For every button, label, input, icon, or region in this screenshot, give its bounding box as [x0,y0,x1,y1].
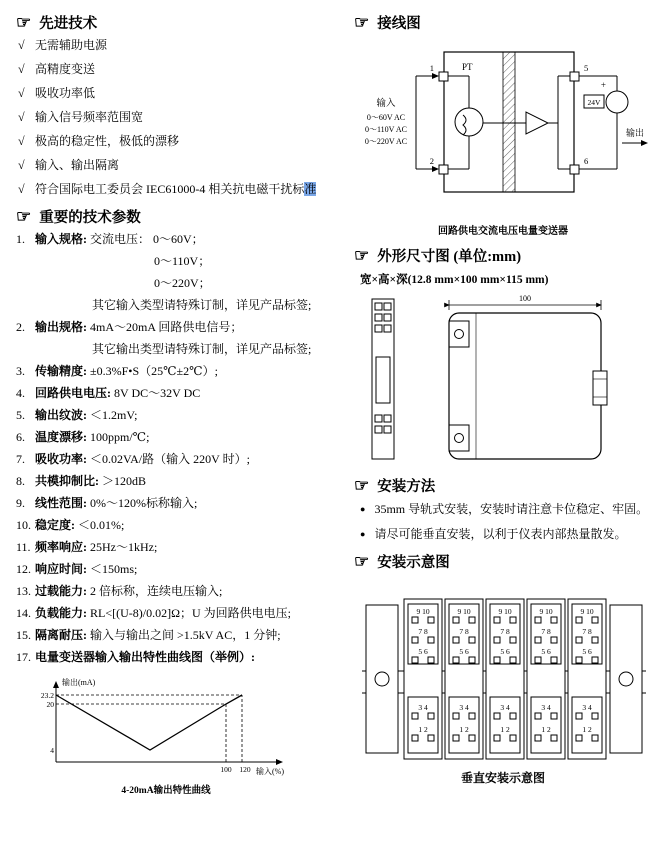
section-title: 重要的技术参数 [39,210,141,226]
right-column [354,4,652,786]
isolation-barrier [503,52,515,192]
front-view [372,299,394,459]
mounting-instructions [360,501,652,542]
section-title: 安装示意图 [377,555,450,571]
feature-list [18,38,348,197]
feature-text: 输入、输出隔离 [35,158,120,172]
param-row-8: 8. 共模抑制比: ＞120dB [16,474,147,488]
section-heading-wiring [354,12,652,33]
param-row-2: 2. 输出规格: 4mA～20mA 回路供电信号； [16,320,243,334]
feature-item [18,38,348,53]
tech-params-list [16,232,348,665]
feature-text: 输入信号频率范围宽 [35,110,144,124]
param-row-1: 1. 输入规格: 交流电压： 0～60V； [16,232,204,246]
chart-ytick-20: 20 [46,700,54,709]
pointing-hand-icon: ☞ [354,246,370,265]
chart-xtick-120: 120 [239,765,251,774]
output-curve-plot [16,672,316,782]
bullet-icon: ● [360,529,366,539]
end-bracket-left [366,605,398,753]
chart-x-axis-label: 输入(%) [256,767,284,776]
param-row-6: 6. 温度漂移: 100ppm/℃; [16,430,150,444]
terminal-6 [570,165,579,174]
param-row-1-sub1: 0～110V； [154,254,211,268]
terminal-5-number: 5 [584,63,589,73]
terminal-6-number: 6 [584,156,589,166]
characteristic-curve [56,695,242,750]
feature-text: 吸收功率低 [35,86,96,100]
section-title: 外形尺寸图 (单位:mm) [377,249,522,265]
mounting-bullet-1: ● 35mm 导轨式安装，安装时请注意卡位稳定、牢固。 [360,502,649,516]
param-row-4: 4. 回路供电电压: 8V DC～32V DC [16,386,201,400]
feature-text: 符合国际电工委员会 IEC61000-4 相关抗电磁干扰标 [35,182,305,196]
terminal-2-number: 2 [429,156,434,166]
dimension-100-label: 100 [519,294,531,303]
supply-plus-sign: + [600,80,606,90]
feature-item [18,86,348,101]
terminal-5 [570,72,579,81]
pointing-hand-icon: ☞ [354,552,370,571]
section-heading-install-schematic [354,551,652,572]
chart-ytick-4: 4 [50,746,54,755]
wiring-range-2: 0～110V AC [364,125,408,134]
wiring-diagram [354,38,652,220]
param-row-3: 3. 传输精度: ±0.3%F•S（25℃±2℃）; [16,364,218,378]
pointing-hand-icon: ☞ [16,13,32,32]
check-icon: √ [18,110,25,124]
pointing-hand-icon: ☞ [354,476,370,495]
terminal-2 [439,165,448,174]
section-heading-dimensions [354,245,652,266]
feature-item [18,158,348,173]
param-row-2-note: 其它输出类型请特殊订制，详见产品标签; [92,342,312,356]
transmitter-module [445,599,483,759]
transmitter-module [568,599,606,759]
wiring-input-label: 输入 [376,99,396,109]
feature-item [18,182,348,197]
feature-item [18,62,348,77]
end-bracket-right [610,605,642,753]
check-icon: √ [18,86,25,100]
pt-label: PT [462,62,473,72]
wiring-range-3: 0～220V AC [364,137,408,146]
pointing-hand-icon: ☞ [354,13,370,32]
param-row-17: 17. 电量变送器输入输出特性曲线图（举例）: [16,650,255,664]
param-row-14: 14. 负载能力: RL<[(U-8)/0.02]Ω；U 为回路供电电压; [16,606,292,620]
wiring-caption: 回路供电交流电压电量变送器 [438,226,568,237]
din-rail-notch [593,371,607,405]
wiring-range-1: 0～60V AC [366,113,406,122]
check-icon: √ [18,38,25,52]
pointing-hand-icon: ☞ [16,207,32,226]
left-column [16,4,348,796]
feature-item [18,110,348,125]
characteristic-chart [16,672,348,796]
param-row-11: 11. 频率响应: 25Hz～1kHz; [16,540,158,554]
supply-value: 24V [587,98,601,107]
installation-schematic: 9 10 [354,577,652,767]
amplifier-icon [526,112,548,134]
feature-text: 高精度变送 [35,62,96,76]
param-row-7: 7. 吸收功率: ＜0.02VA/路（输入 220V 时）; [16,452,250,466]
param-row-1-note: 其它输入类型请特殊订制，详见产品标签; [92,298,312,312]
feature-item [18,134,348,149]
param-row-9: 9. 线性范围: 0%～120%标称输入; [16,496,198,510]
section-title: 接线图 [377,16,421,32]
param-row-12: 12. 响应时间: ＜150ms; [16,562,138,576]
section-heading-params [16,206,348,227]
transmitter-module [527,599,565,759]
dimension-drawing [354,291,652,467]
chart-caption: 4-20mA输出特性曲线 [121,786,211,796]
installation-caption: 垂直安装示意图 [460,771,545,785]
output-label: 输出 [625,128,645,138]
check-icon: √ [18,62,25,76]
check-icon: √ [18,158,25,172]
param-row-10: 10. 稳定度: ＜0.01%; [16,518,125,532]
mounting-bullet-2: ● 请尽可能垂直安装，以利于仪表内部热量散发。 [360,527,627,541]
check-icon: √ [18,134,25,148]
chart-xtick-100: 100 [220,765,232,774]
check-icon: √ [18,182,25,196]
chart-y-axis-label: 输出(mA) [62,678,96,687]
side-view [449,313,601,459]
param-row-5: 5. 输出纹波: ＜1.2mV; [16,408,138,422]
chart-ytick-23-2: 23.2 [40,691,54,700]
terminal-1 [439,72,448,81]
feature-text: 极高的稳定性，极低的漂移 [35,134,180,148]
bullet-icon: ● [360,504,366,514]
dimension-size-line: 宽×高×深(12.8 mm×100 mm×115 mm) [360,274,549,286]
pt-coil-icon [455,108,483,136]
feature-text: 无需辅助电源 [35,38,108,52]
section-title: 先进技术 [39,16,98,32]
transmitter-module [486,599,524,759]
section-title: 安装方法 [377,479,436,495]
section-heading-mounting [354,475,652,496]
param-row-13: 13. 过载能力: 2 倍标称，连续电压输入; [16,584,223,598]
terminal-1-number: 1 [429,63,434,73]
section-heading-advanced [16,12,348,33]
param-row-1-sub2: 0～220V； [154,276,211,290]
highlighted-char: 准 [304,182,317,196]
loop-supply-icon [606,91,628,113]
param-row-15: 15. 隔离耐压: 输入与输出之间 >1.5kV AC，1 分钟; [16,628,281,642]
transmitter-module [404,599,442,759]
